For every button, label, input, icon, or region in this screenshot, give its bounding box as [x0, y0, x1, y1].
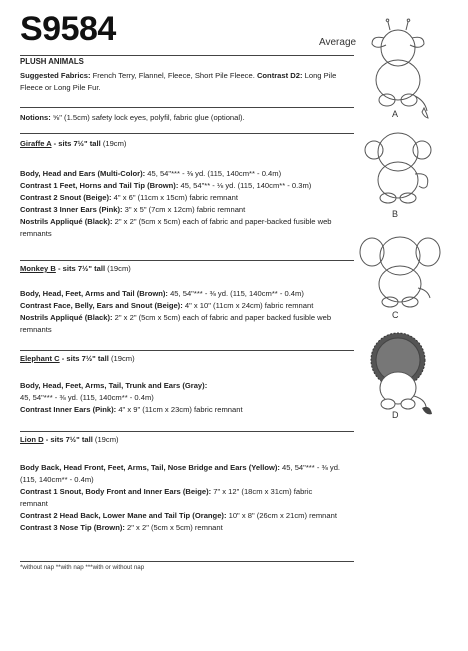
notions-text: ⅝" (1.5cm) safety lock eyes, polyfil, fabric glue (optional).	[52, 113, 245, 122]
lion-line-label: Body Back, Head Front, Feet, Arms, Tail, Nose Bridge and Ears (Yellow):	[20, 463, 280, 472]
giraffe-line-label: Body, Head and Ears (Multi-Color):	[20, 169, 146, 178]
figure-label-a: A	[392, 109, 399, 119]
monkey-line-label: Body, Head, Feet, Arms and Tail (Brown):	[20, 289, 168, 298]
notions	[20, 112, 356, 124]
lion-materials	[20, 462, 356, 534]
elephant-line-text: 4" x 9" (11cm x 23cm) fabric remnant	[116, 405, 243, 414]
elephant-name: Elephant C	[20, 354, 60, 363]
elephant-section-title	[20, 353, 356, 365]
giraffe-materials	[20, 168, 356, 240]
elephant-cm: (19cm)	[108, 354, 135, 363]
monkey-line-text: 2" x 2" (5cm x 5cm) each of fabric and paper backed fusible web	[112, 313, 332, 322]
giraffe-sits: - sits 7½" tall	[51, 139, 101, 148]
lion-line-text: 10" x 8" (26cm x 21cm) remnant	[226, 511, 337, 520]
footnote: *without nap **with nap ***with or without nap	[20, 564, 145, 571]
elephant-materials	[20, 380, 356, 416]
monkey-cm: (19cm)	[105, 264, 131, 273]
contrast-d2-text-2: Fleece or Long Pile Fur.	[20, 83, 101, 92]
lion-line-text: 2" x 2" (5cm x 5cm) remnant	[124, 523, 223, 532]
lion-line-text: 45, 54"*** - ⅜ yd.	[279, 463, 341, 472]
monkey-line-text: 4" x 10" (11cm x 24cm) fabric remnant	[182, 301, 314, 310]
elephant-line-label: Contrast Inner Ears (Pink):	[20, 405, 117, 414]
giraffe-line-label: Nostrils Appliqué (Black):	[20, 217, 113, 226]
divider	[20, 431, 354, 432]
giraffe-cm: (19cm)	[100, 139, 127, 148]
elephant-sits: - sits 7½" tall	[59, 354, 109, 363]
giraffe-illustration	[360, 18, 440, 128]
notions-label: Notions:	[20, 113, 51, 122]
monkey-section-title	[20, 263, 356, 275]
figure-label-b: B	[392, 209, 399, 219]
elephant-line-text: 45, 54"*** - ⅜ yd. (115, 140cm** - 0.4m)	[20, 393, 154, 402]
elephant-illustration	[358, 228, 442, 312]
figure-label-c: C	[392, 310, 399, 320]
giraffe-line-text: remnants	[20, 229, 52, 238]
divider	[20, 133, 354, 134]
category-title: PLUSH ANIMALS	[20, 57, 84, 66]
divider	[20, 260, 354, 261]
lion-line-label: Contrast 2 Head Back, Lower Mane and Tail Tip (Orange):	[20, 511, 227, 520]
lion-name: Lion D	[20, 435, 44, 444]
figure-label-d: D	[392, 410, 399, 420]
contrast-d2-text: Long Pile	[304, 71, 337, 80]
giraffe-line-text: 2" x 2" (5cm x 5cm) each of fabric and paper-backed fusible web	[112, 217, 332, 226]
monkey-line-label: Contrast Face, Belly, Ears and Snout (Beige):	[20, 301, 183, 310]
monkey-line-text: remnants	[20, 325, 52, 334]
suggested-text: French Terry, Flannel, Fleece, Short Pile Fleece.	[92, 71, 255, 80]
giraffe-line-text: 45, 54"** - ⅛ yd. (115, 140cm** - 0.3m)	[178, 181, 312, 190]
monkey-illustration	[360, 128, 440, 208]
pattern-number: S9584	[20, 10, 116, 48]
lion-line-text: (115, 140cm** - 0.4m)	[20, 475, 94, 484]
giraffe-section-title	[20, 138, 356, 150]
giraffe-line-text: 3" x 5" (7cm x 12cm) fabric remnant	[122, 205, 246, 214]
monkey-name: Monkey B	[20, 264, 56, 273]
giraffe-line-label: Contrast 1 Feet, Horns and Tail Tip (Brown):	[20, 181, 179, 190]
lion-section-title	[20, 434, 356, 446]
divider	[20, 561, 354, 562]
suggested-fabrics	[20, 70, 356, 94]
giraffe-line-text: 45, 54"*** - ⅜ yd. (115, 140cm** - 0.4m)	[145, 169, 282, 178]
lion-line-text: 7" x 12" (18cm x 31cm) fabric	[211, 487, 313, 496]
monkey-materials	[20, 288, 356, 336]
lion-cm: (19cm)	[92, 435, 119, 444]
contrast-d2-label: Contrast D2:	[256, 71, 303, 80]
monkey-line-text: 45, 54"*** - ⅜ yd. (115, 140cm** - 0.4m)	[167, 289, 304, 298]
giraffe-name: Giraffe A	[20, 139, 52, 148]
size-label: Average	[319, 37, 357, 48]
monkey-line-label: Nostrils Appliqué (Black):	[20, 313, 113, 322]
monkey-sits: - sits 7½" tall	[55, 264, 106, 273]
lion-line-label: Contrast 3 Nose Tip (Brown):	[20, 523, 125, 532]
elephant-line-label: Body, Head, Feet, Arms, Tail, Trunk and Ears (Gray):	[20, 381, 208, 390]
suggested-label: Suggested Fabrics:	[20, 71, 91, 80]
lion-line-label: Contrast 1 Snout, Body Front and Inner Ears (Beige):	[20, 487, 212, 496]
giraffe-line-label: Contrast 2 Snout (Beige):	[20, 193, 112, 202]
divider	[20, 107, 354, 108]
lion-line-text: remnant	[20, 499, 48, 508]
lion-sits: - sits 7½" tall	[43, 435, 93, 444]
lion-illustration	[358, 330, 442, 416]
divider	[20, 350, 354, 351]
giraffe-line-label: Contrast 3 Inner Ears (Pink):	[20, 205, 123, 214]
giraffe-line-text: 4" x 6" (11cm x 15cm) fabric remnant	[111, 193, 238, 202]
